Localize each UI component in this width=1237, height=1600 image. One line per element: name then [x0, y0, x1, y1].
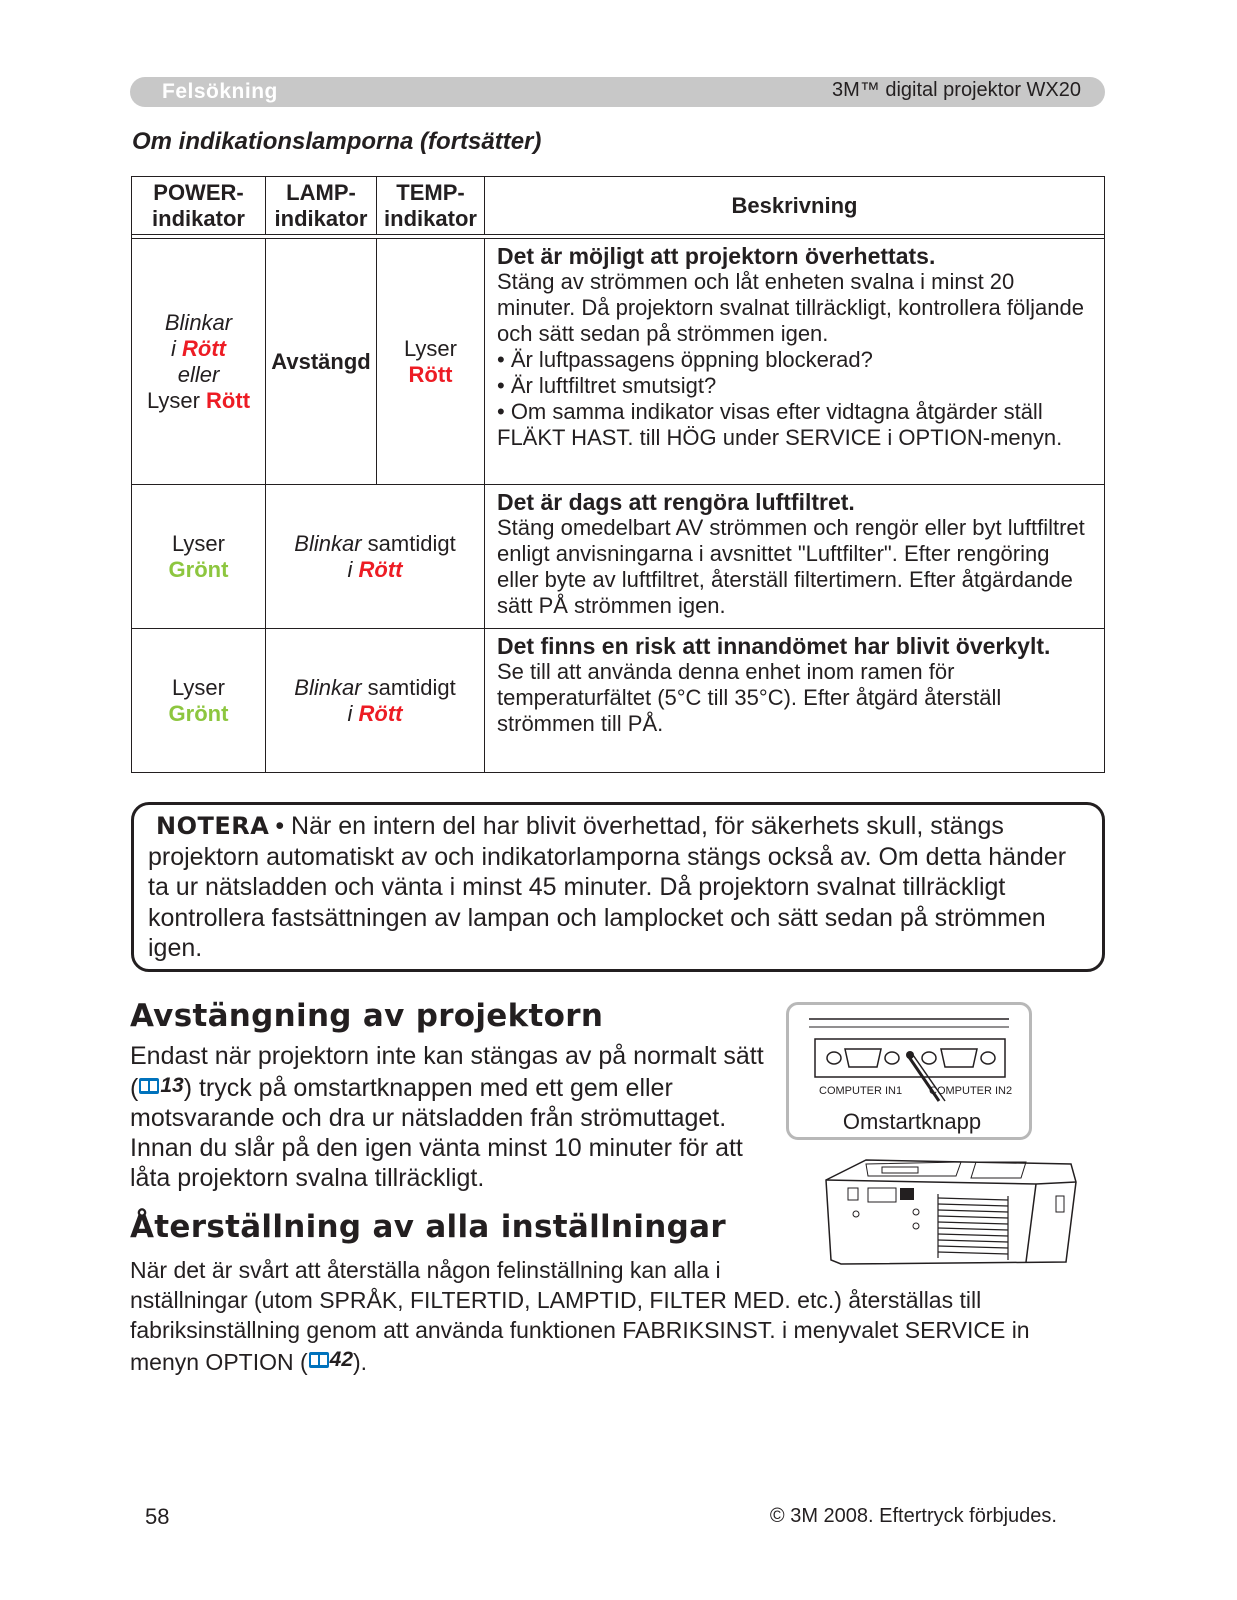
header-description: Beskrivning — [485, 177, 1105, 235]
description-cell — [485, 239, 1105, 485]
description-title: Det finns en risk att innandömet har blivit överkylt. — [497, 633, 1051, 659]
port-label-computer-in2: COMPUTER IN2 — [929, 1085, 1013, 1097]
header-bar — [130, 77, 1105, 107]
lamp-cell: Avstängd — [266, 239, 377, 485]
product-name: 3M™ digital projektor WX20 — [832, 79, 1081, 101]
copyright-notice: © 3M 2008. Eftertryck förbjudes. — [769, 1505, 1057, 1527]
description-cell — [485, 485, 1105, 629]
reset-paragraph-line1: När det är svårt att återställa någon felinställning kan alla i — [130, 1257, 721, 1283]
description-title: Det är möjligt att projektorn överhettats. — [497, 243, 936, 269]
book-icon — [138, 1076, 160, 1096]
lamp-temp-cell: Blinkar samtidigt i Rött — [266, 485, 485, 629]
section-heading-reset: Återställning av alla inställningar — [130, 1209, 726, 1245]
power-cell: Lyser Grönt — [132, 629, 266, 773]
section-name: Felsökning — [162, 80, 278, 103]
port-label-computer-in1: COMPUTER IN1 — [819, 1085, 903, 1097]
header-power: POWER- indikator — [132, 177, 266, 235]
page-reference[interactable]: 13 — [138, 1071, 183, 1101]
projector-icon — [786, 1142, 1086, 1272]
note-label: NOTERA — [156, 812, 270, 840]
page-number: 58 — [145, 1504, 170, 1529]
shutdown-paragraph: Endast när projektorn inte kan stängas av på normalt sätt ( 13 ) tryck på omstartknappen med ett gem eller motsvarande och dra ur nätsladden från strömuttaget. Innan du slår på den igen vänta minst 10 minuter för att låta projektorn svalna tillräckligt. — [130, 1042, 764, 1192]
book-icon — [308, 1350, 330, 1370]
description-bullet: • Är luftfiltret smutsigt? — [497, 373, 717, 398]
table-row — [132, 629, 1105, 773]
reset-paragraph: nställningar (utom SPRÅK, FILTERTID, LAMPTID, FILTER MED. etc.) återställas till fabriksinställning genom att använda funktionen FABRIKSINST. i menyvalet SERVICE in menyn OPTION ( 42 ). — [130, 1287, 1030, 1375]
page-subtitle: Om indikationslamporna (fortsätter) — [132, 128, 542, 155]
header-temp: TEMP- indikator — [377, 177, 485, 235]
callout-box — [786, 1002, 1032, 1140]
reset-button-figure — [786, 1002, 1086, 1272]
note-text: • När en intern del har blivit överhettad, för säkerhets skull, stängs projektorn automatiskt av och indikatorlamporna stängs också av. Om detta händer ta ur nätsladden och vänta i minst 45 minuter. Då projektorn svalnat tillräckligt kontrollera fastsättningen av lampan och lamplocket och sätt sedan på strömmen igen. — [148, 812, 1067, 962]
description-body: Se till att använda denna enhet inom ramen för temperaturfältet (5°C till 35°C). Efter åtgärd återställ strömmen till PÅ. — [497, 659, 1002, 736]
description-body: Stäng av strömmen och låt enheten svalna i minst 20 minuter. Då projektorn svalnat tillräckligt, kontrollera följande och sätt sedan på strömmen igen. — [497, 269, 1084, 346]
lamp-temp-cell: Blinkar samtidigt i Rött — [266, 629, 485, 773]
page-reference[interactable]: 42 — [308, 1345, 353, 1375]
description-bullet: • Om samma indikator visas efter vidtagna åtgärder ställ FLÄKT HAST. till HÖG under SERVICE i OPTION-menyn. — [497, 399, 1063, 450]
description-cell — [485, 629, 1105, 773]
section-heading-shutdown: Avstängning av projektorn — [130, 998, 604, 1034]
temp-cell: Lyser Rött — [377, 239, 485, 485]
description-title: Det är dags att rengöra luftfiltret. — [497, 489, 855, 515]
description-body: Stäng omedelbart AV strömmen och rengör eller byt luftfiltret enligt anvisningarna i avsnittet "Luftfilter". Efter rengöring eller byte av luftfiltret, återställ filtertimern. Efter åtgärdande sätt PÅ strömmen igen. — [497, 515, 1085, 618]
table-row — [132, 485, 1105, 629]
power-cell: Lyser Grönt — [132, 485, 266, 629]
note-box — [131, 802, 1105, 972]
indicator-table — [131, 176, 1105, 773]
description-bullet: • Är luftpassagens öppning blockerad? — [497, 347, 873, 372]
power-cell: Blinkar i Rött eller Lyser Rött — [132, 239, 266, 485]
table-header-row — [132, 177, 1105, 235]
header-lamp: LAMP- indikator — [266, 177, 377, 235]
figure-caption: Omstartknapp — [842, 1109, 982, 1134]
table-row — [132, 239, 1105, 485]
